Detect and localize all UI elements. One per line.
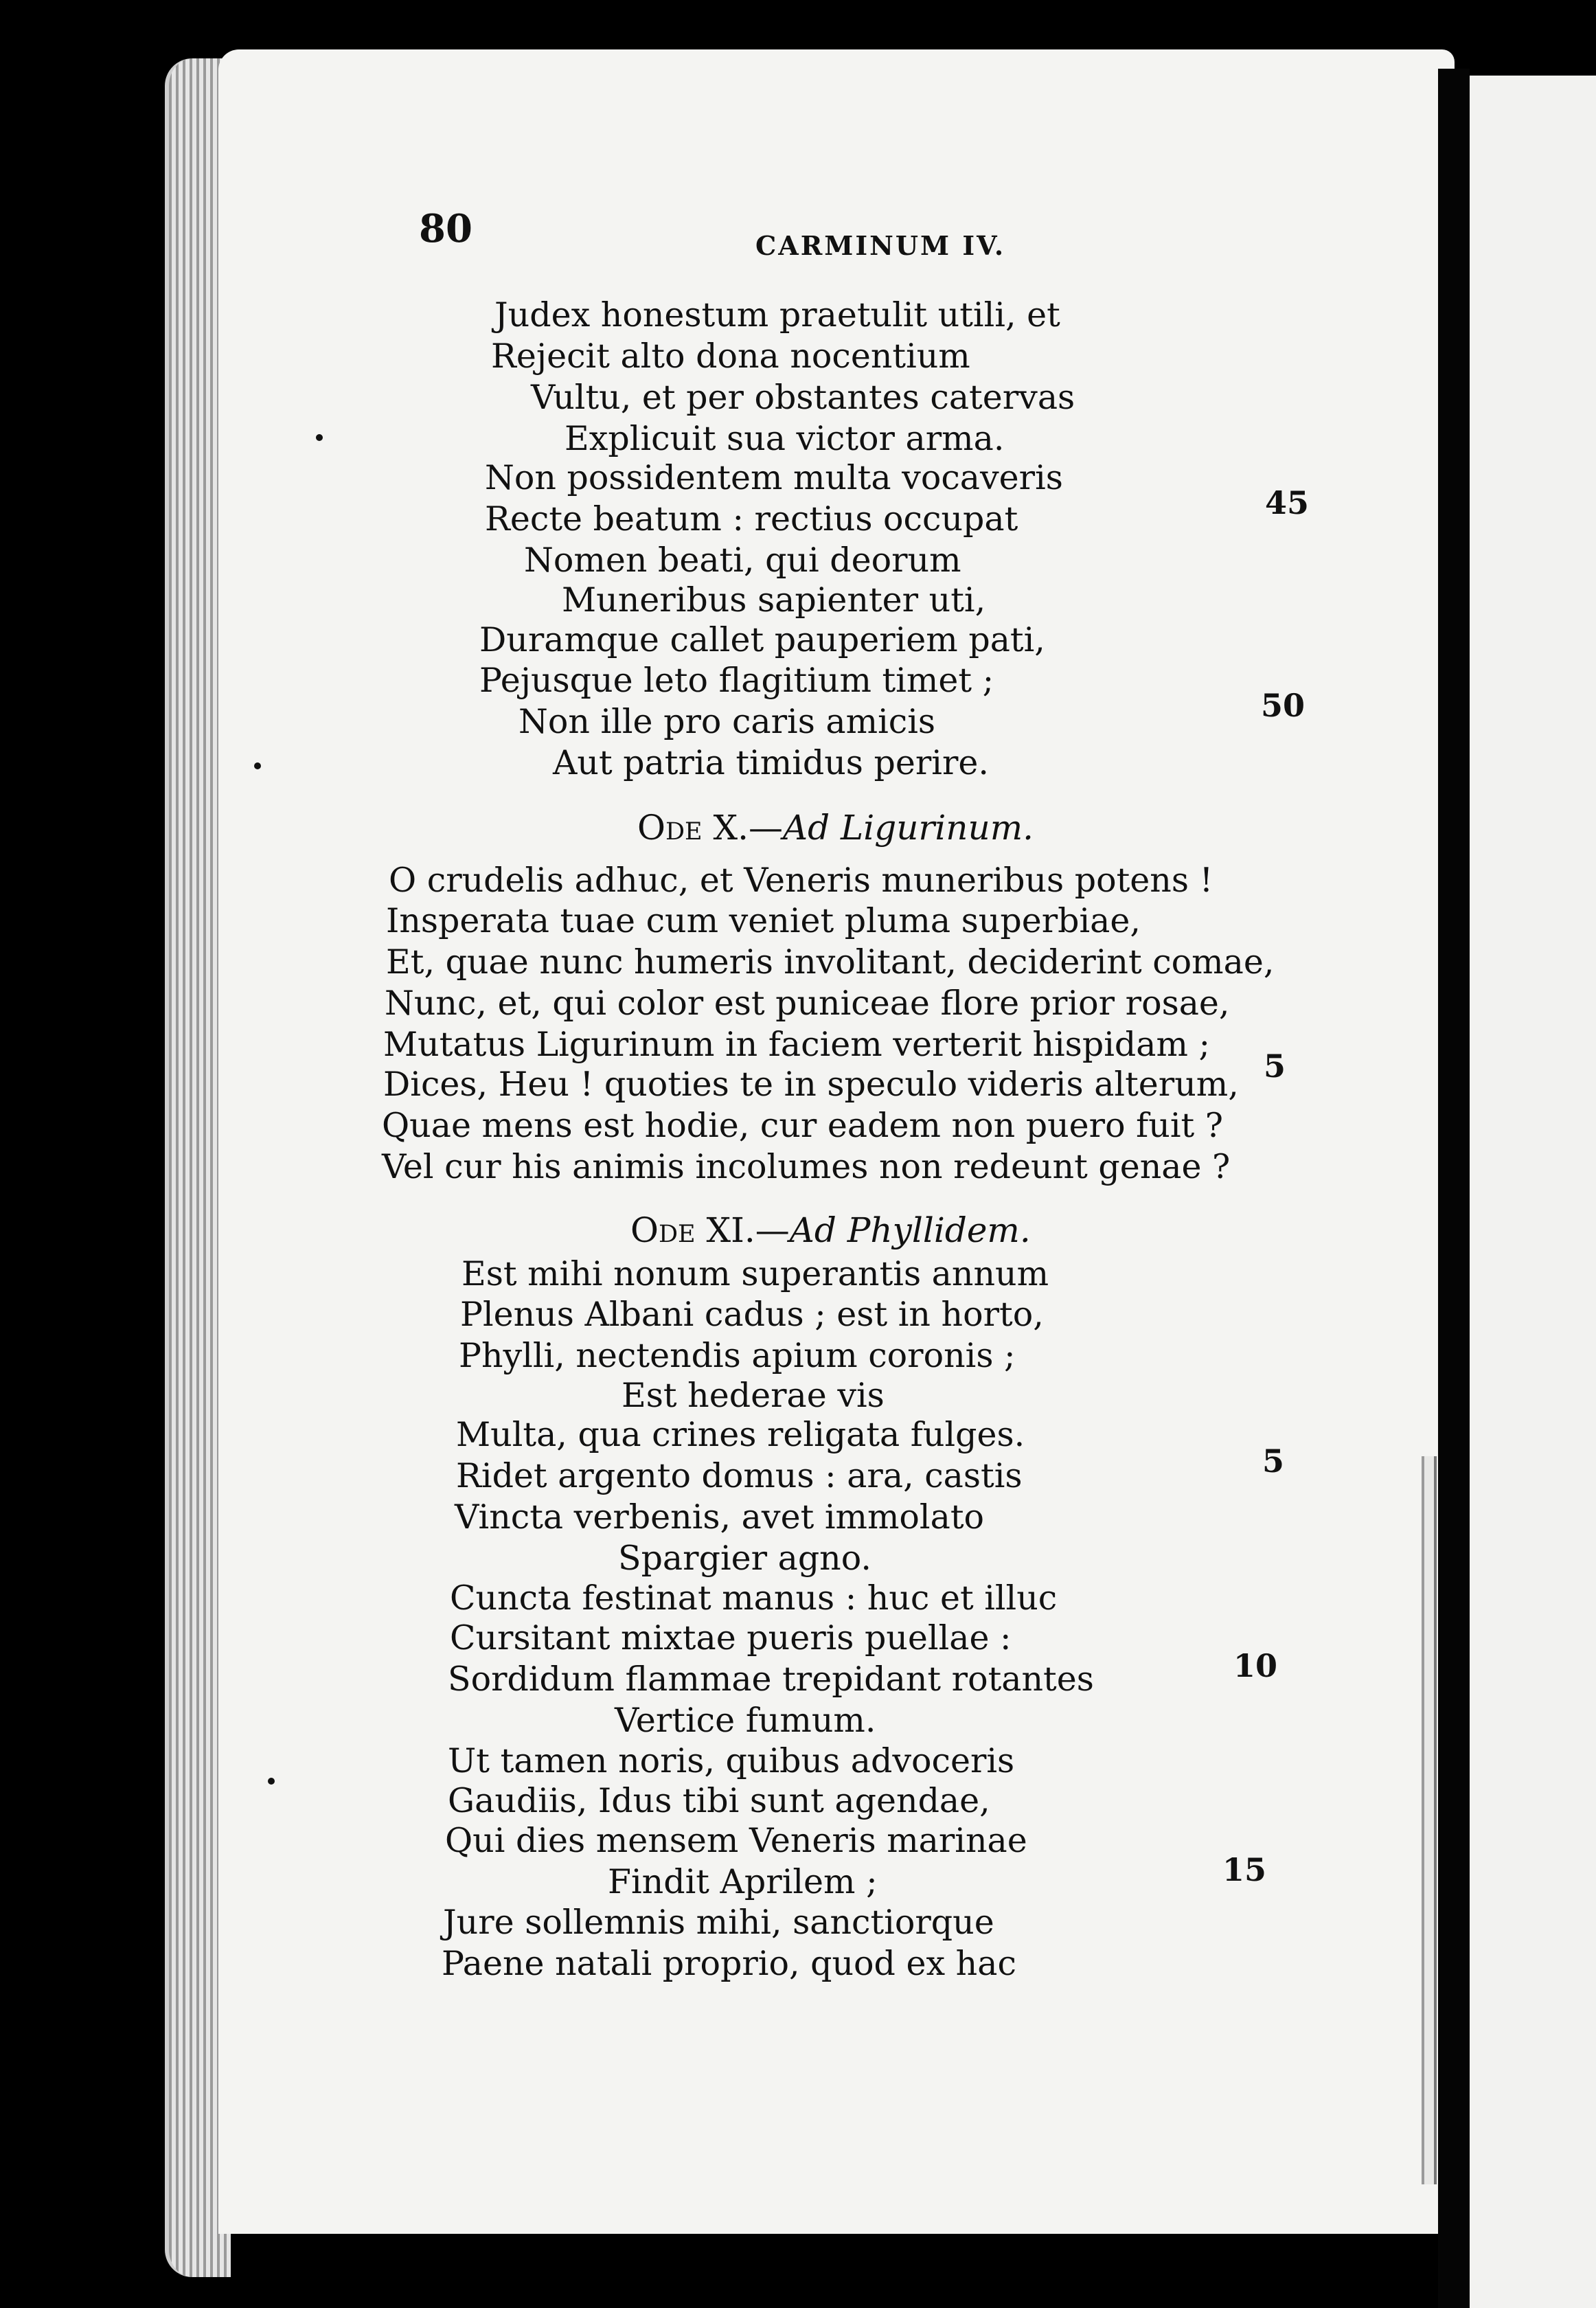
ode-heading: Ode XI.—Ad Phyllidem.	[630, 1210, 1031, 1250]
ode-title: Ad Phyllidem.	[789, 1210, 1031, 1250]
verse-line: Judex honestum praetulit utili, et	[494, 295, 1060, 335]
verse-line: Paene natali proprio, quod ex hac	[442, 1944, 1016, 1983]
line-number: 5	[1262, 1442, 1285, 1480]
verse-line: Non ille pro caris amicis	[518, 702, 936, 741]
verse-line: Mutatus Ligurinum in faciem verterit hispidam ;	[383, 1025, 1210, 1064]
verse-line: Recte beatum : rectius occupat	[485, 499, 1018, 539]
verse-line: Vultu, et per obstantes catervas	[531, 378, 1075, 417]
verse-line: Non possidentem multa vocaveris	[485, 458, 1063, 497]
verse-line: Cuncta festinat manus : huc et illuc	[450, 1579, 1058, 1618]
verse-line: Explicuit sua victor arma.	[565, 419, 1005, 458]
line-number: 5	[1264, 1048, 1286, 1085]
verse-line: Vincta verbenis, avet immolato	[455, 1497, 985, 1537]
verse-line: Findit Aprilem ;	[608, 1862, 878, 1901]
verse-line: Vel cur his animis incolumes non redeunt genae ?	[382, 1147, 1231, 1186]
running-title: CARMINUM IV.	[755, 230, 1006, 261]
ink-speck	[268, 1778, 275, 1785]
book-gutter	[1438, 69, 1470, 2308]
ink-speck	[254, 762, 261, 769]
verse-line: Muneribus sapienter uti,	[562, 580, 986, 620]
verse-line: Qui dies mensem Veneris marinae	[445, 1821, 1027, 1860]
verse-line: Ridet argento domus : ara, castis	[456, 1456, 1023, 1495]
verse-line: Aut patria timidus perire.	[553, 743, 989, 782]
verse-line: Pejusque leto flagitium timet ;	[479, 661, 994, 700]
verse-line: Ut tamen noris, quibus advoceris	[448, 1741, 1015, 1780]
page-number: 80	[419, 206, 472, 251]
verse-line: Nomen beati, qui deorum	[524, 541, 961, 580]
verse-line: Est hederae vis	[622, 1376, 885, 1415]
verse-line: Sordidum flammae trepidant rotantes	[448, 1660, 1094, 1699]
ode-heading: Ode X.—Ad Ligurinum.	[637, 808, 1034, 848]
verse-line: Phylli, nectendis apium coronis ;	[459, 1336, 1016, 1375]
verse-line: Multa, qua crines religata fulges.	[456, 1415, 1025, 1454]
line-number: 50	[1261, 687, 1306, 724]
page-fold	[1422, 1456, 1437, 2184]
verse-line: Vertice fumum.	[615, 1701, 876, 1740]
verse-line: Cursitant mixtae pueris puellae :	[450, 1618, 1012, 1658]
verse-line: Et, quae nunc humeris involitant, deciderint comae,	[386, 942, 1275, 982]
line-number: 15	[1222, 1851, 1267, 1888]
verse-line: Spargier agno.	[618, 1539, 871, 1578]
verse-line: Rejecit alto dona nocentium	[491, 337, 970, 376]
verse-line: Duramque callet pauperiem pati,	[479, 620, 1045, 659]
ode-title: Ad Ligurinum.	[783, 808, 1034, 848]
ink-speck	[316, 434, 323, 441]
verse-line: Est mihi nonum superantis annum	[461, 1254, 1049, 1293]
facing-page-edge	[1470, 76, 1596, 2308]
verse-line: Dices, Heu ! quoties te in speculo videris alterum,	[383, 1065, 1239, 1104]
verse-line: Quae mens est hodie, cur eadem non puero fuit ?	[382, 1106, 1224, 1145]
ode-number: Ode XI.	[630, 1210, 755, 1250]
verse-line: O crudelis adhuc, et Veneris muneribus potens !	[389, 861, 1213, 900]
verse-line: Insperata tuae cum veniet pluma superbiae,	[386, 901, 1141, 940]
ode-number: Ode X.	[637, 808, 749, 848]
line-number: 10	[1233, 1647, 1278, 1684]
verse-line: Gaudiis, Idus tibi sunt agendae,	[448, 1781, 990, 1820]
line-number: 45	[1265, 484, 1310, 521]
verse-line: Nunc, et, qui color est puniceae flore prior rosae,	[385, 984, 1230, 1023]
verse-line: Plenus Albani cadus ; est in horto,	[460, 1295, 1044, 1334]
verse-line: Jure sollemnis mihi, sanctiorque	[443, 1903, 994, 1942]
